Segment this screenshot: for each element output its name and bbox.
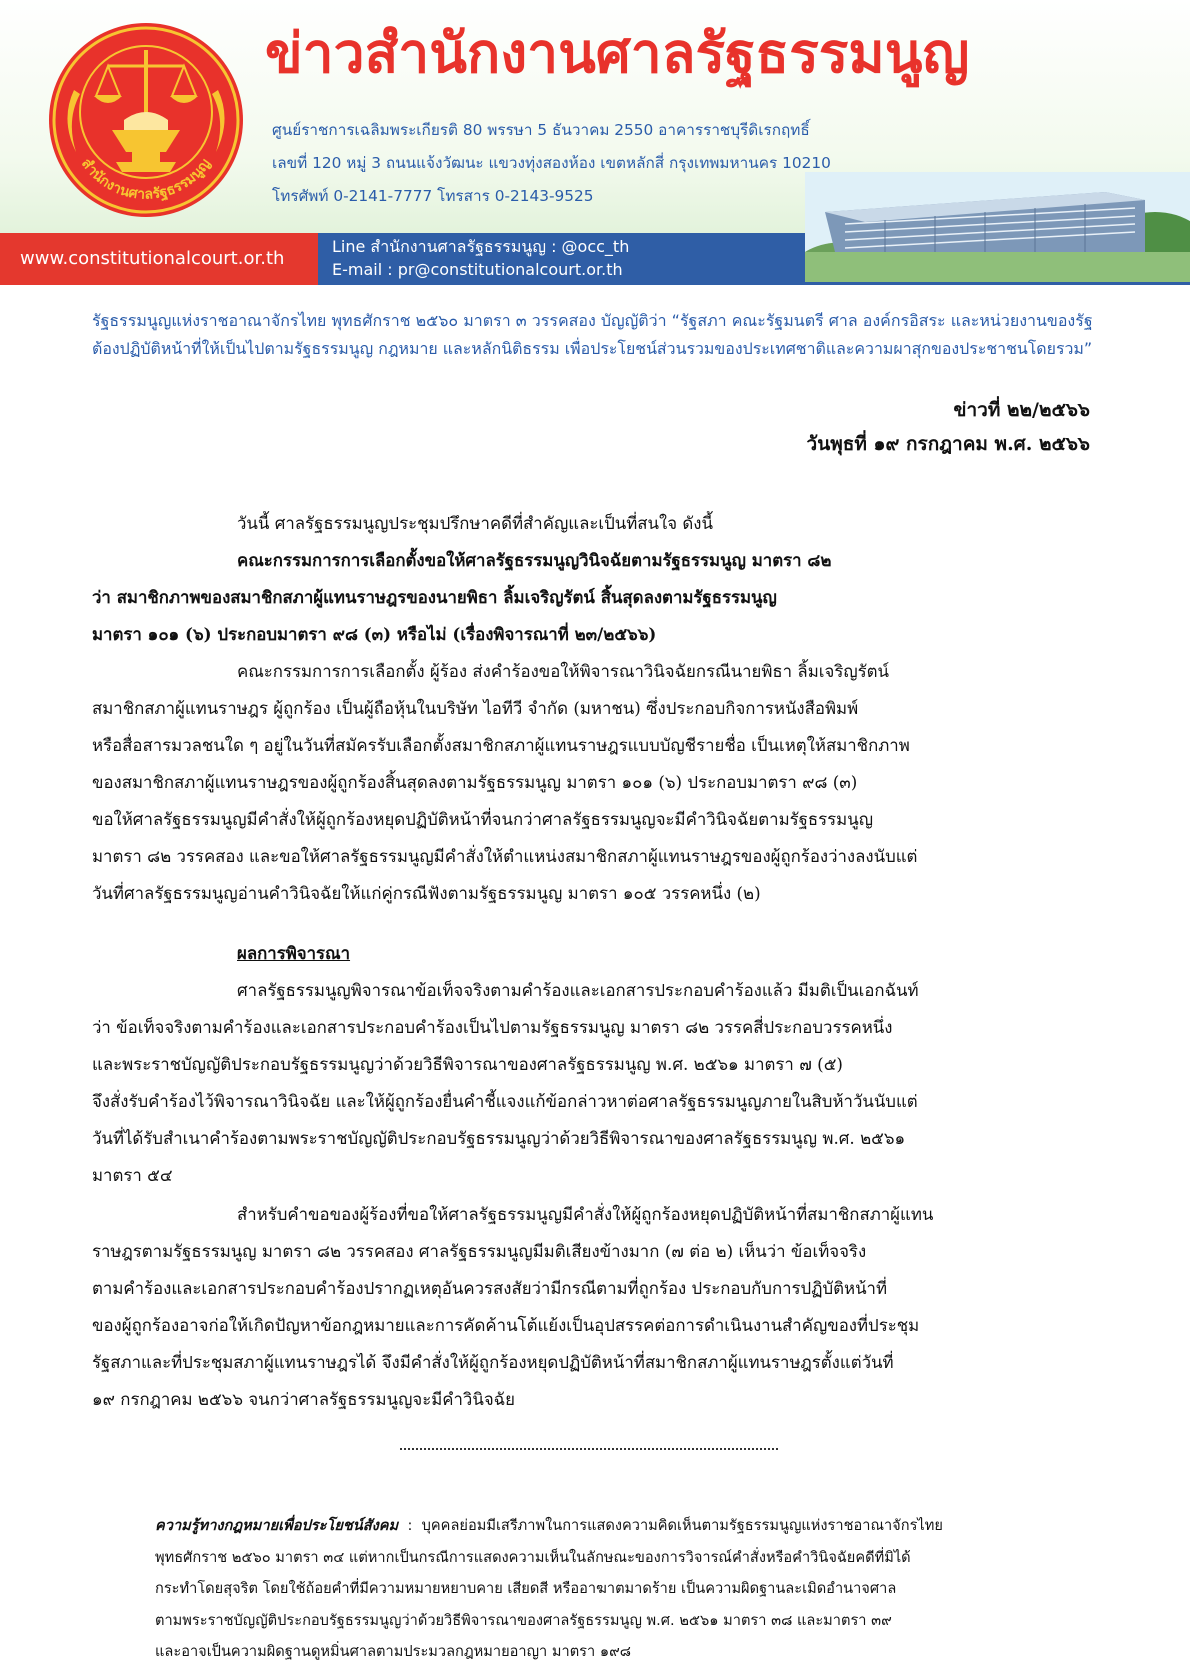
phone-fax-line: โทรศัพท์ 0-2141-7777 โทรสาร 0-2143-9525 bbox=[272, 187, 594, 205]
dotted-divider bbox=[400, 1448, 778, 1450]
note-heading: ความรู้ทางกฎหมายเพื่อประโยชน์สังคม bbox=[155, 1517, 399, 1534]
website-link[interactable]: www.constitutionalcourt.or.th bbox=[0, 233, 318, 285]
case-title-line: ว่า สมาชิกภาพของสมาชิกสภาผู้แทนราษฎรของนายพิธา ลิ้มเจริญรัตน์ สิ้นสุดลงตามรัฐธรรมนูญ bbox=[92, 587, 777, 607]
legal-knowledge-note bbox=[155, 1510, 1050, 1668]
news-date: วันพุธที่ ๑๙ กรกฎาคม พ.ศ. ๒๕๖๖ bbox=[806, 433, 1090, 455]
note-separator: : bbox=[398, 1517, 422, 1534]
body-line: ศาลรัฐธรรมนูญพิจารณาข้อเท็จจริงตามคำร้องและเอกสารประกอบคำร้องแล้ว มีมติเป็นเอกฉันท์ bbox=[237, 980, 919, 1000]
body-line: ว่า ข้อเท็จจริงตามคำร้องและเอกสารประกอบคำร้องเป็นไปตามรัฐธรรมนูญ มาตรา ๘๒ วรรคสี่ประกอบวรรคหนึ่ง bbox=[92, 1017, 893, 1037]
note-line: ตามพระราชบัญญัติประกอบรัฐธรรมนูญว่าด้วยวิธีพิจารณาของศาลรัฐธรรมนูญ พ.ศ. ๒๕๖๑ มาตรา ๓๘ และมาตรา ๓๙ bbox=[155, 1611, 892, 1629]
case-title-line: มาตรา ๑๐๑ (๖) ประกอบมาตรา ๙๘ (๓) หรือไม่ (เรื่องพิจารณาที่ ๒๓/๒๕๖๖) bbox=[92, 624, 657, 644]
newsletter-title: ข่าวสำนักงานศาลรัฐธรรมนูญ bbox=[265, 22, 970, 86]
body-line: ๑๙ กรกฎาคม ๒๕๖๖ จนกว่าศาลรัฐธรรมนูญจะมีคำวินิจฉัย bbox=[92, 1389, 515, 1409]
email-contact[interactable]: E-mail : pr@constitutionalcourt.or.th bbox=[332, 260, 623, 279]
body-line: ของผู้ถูกร้องอาจก่อให้เกิดปัญหาข้อกฎหมายและการคัดค้านโต้แย้งเป็นอุปสรรคต่อการดำเนินงานสำคัญของที่ประชุม bbox=[92, 1315, 920, 1335]
note-line: กระทำโดยสุจริต โดยใช้ถ้อยคำที่มีความหมายหยาบคาย เสียดสี หรืออาฆาตมาดร้าย เป็นความผิดฐานละเมิดอำนาจศาล bbox=[155, 1580, 897, 1597]
preamble-line: รัฐธรรมนูญแห่งราชอาณาจักรไทย พุทธศักราช ๒๕๖๐ มาตรา ๓ วรรคสอง บัญญัติว่า “รัฐสภา คณะรัฐมนตรี ศาล องค์กรอิสระ และหน่วยงานของรัฐ bbox=[92, 311, 1093, 330]
address-line-1: ศูนย์ราชการเฉลิมพระเกียรติ 80 พรรษา 5 ธันวาคม 2550 อาคารราชบุรีดิเรกฤทธิ์ bbox=[272, 121, 810, 139]
body-line: ตามคำร้องและเอกสารประกอบคำร้องปรากฏเหตุอันควรสงสัยว่ามีกรณีตามที่ถูกร้อง ประกอบกับการปฏิบัติหน้าที่ bbox=[92, 1278, 888, 1298]
address-line-2: เลขที่ 120 หมู่ 3 ถนนแจ้งวัฒนะ แขวงทุ่งสองห้อง เขตหลักสี่ กรุงเทพมหานคร 10210 bbox=[272, 154, 831, 172]
constitution-preamble bbox=[92, 307, 1102, 363]
body-line: สำหรับคำขอของผู้ร้องที่ขอให้ศาลรัฐธรรมนูญมีคำสั่งให้ผู้ถูกร้องหยุดปฏิบัติหน้าที่สมาชิกสภาผู้แทน bbox=[237, 1204, 934, 1224]
result-heading: ผลการพิจารณา bbox=[237, 943, 351, 963]
body-line: และพระราชบัญญัติประกอบรัฐธรรมนูญว่าด้วยวิธีพิจารณาของศาลรัฐธรรมนูญ พ.ศ. ๒๕๖๑ มาตรา ๗ (๕) bbox=[92, 1054, 843, 1074]
news-meta bbox=[807, 393, 1090, 461]
result-section bbox=[92, 935, 1102, 1194]
case-title-line: คณะกรรมการการเลือกตั้งขอให้ศาลรัฐธรรมนูญวินิจฉัยตามรัฐธรรมนูญ มาตรา ๘๒ bbox=[237, 550, 832, 570]
order-section bbox=[92, 1196, 1102, 1418]
preamble-line: ต้องปฏิบัติหน้าที่ให้เป็นไปตามรัฐธรรมนูญ กฎหมาย และหลักนิติธรรม เพื่อประโยชน์ส่วนรวมของประเทศชาติและความผาสุกของประชาชนโดยรวม” bbox=[92, 339, 1093, 358]
body-line: ราษฎรตามรัฐธรรมนูญ มาตรา ๘๒ วรรคสอง ศาลรัฐธรรมนูญมีมติเสียงข้างมาก (๗ ต่อ ๒) เห็นว่า ข้อเท็จจริง bbox=[92, 1241, 867, 1261]
line-contact: Line สำนักงานศาลรัฐธรรมนูญ : @occ_th bbox=[332, 237, 630, 256]
body-line: ขอให้ศาลรัฐธรรมนูญมีคำสั่งให้ผู้ถูกร้องหยุดปฏิบัติหน้าที่จนกว่าศาลรัฐธรรมนูญจะมีคำวินิจฉัยตามรัฐธรรมนูญ bbox=[92, 809, 874, 829]
body-line: หรือสื่อสารมวลชนใด ๆ อยู่ในวันที่สมัครรับเลือกตั้งสมาชิกสภาผู้แทนราษฎรแบบบัญชีรายชื่อ เป็นเหตุให้สมาชิกภาพ bbox=[92, 735, 910, 755]
body-line: จึงสั่งรับคำร้องไว้พิจารณาวินิจฉัย และให้ผู้ถูกร้องยื่นคำชี้แจงแก้ข้อกล่าวหาต่อศาลรัฐธรรมนูญภายในสิบห้าวันนับแต่ bbox=[92, 1091, 918, 1111]
court-building-illustration bbox=[805, 172, 1190, 282]
intro-section bbox=[92, 505, 1102, 912]
body-line: มาตรา ๘๒ วรรคสอง และขอให้ศาลรัฐธรรมนูญมีคำสั่งให้ตำแหน่งสมาชิกสภาผู้แทนราษฎรของผู้ถูกร้องว่างลงนับแต่ bbox=[92, 846, 918, 866]
body-line: รัฐสภาและที่ประชุมสภาผู้แทนราษฎรได้ จึงมีคำสั่งให้ผู้ถูกร้องหยุดปฏิบัติหน้าที่สมาชิกสภาผู้แทนราษฎรตั้งแต่วันที่ bbox=[92, 1352, 894, 1372]
court-seal-logo bbox=[46, 20, 246, 220]
body-line: ของสมาชิกสภาผู้แทนราษฎรของผู้ถูกร้องสิ้นสุดลงตามรัฐธรรมนูญ มาตรา ๑๐๑ (๖) ประกอบมาตรา ๙๘ (๓) bbox=[92, 772, 858, 792]
body-line: คณะกรรมการการเลือกตั้ง ผู้ร้อง ส่งคำร้องขอให้พิจารณาวินิจฉัยกรณีนายพิธา ลิ้มเจริญรัตน์ bbox=[237, 661, 890, 681]
letterhead bbox=[0, 0, 1190, 285]
note-line: บุคคลย่อมมีเสรีภาพในการแสดงความคิดเห็นตามรัฐธรรมนูญแห่งราชอาณาจักรไทย bbox=[421, 1517, 943, 1534]
body-line: สมาชิกสภาผู้แทนราษฎร ผู้ถูกร้อง เป็นผู้ถือหุ้นในบริษัท ไอทีวี จำกัด (มหาชน) ซึ่งประกอบกิจการหนังสือพิมพ์ bbox=[92, 698, 859, 718]
intro-text: วันนี้ ศาลรัฐธรรมนูญประชุมปรึกษาคดีที่สำคัญและเป็นที่สนใจ ดังนี้ bbox=[237, 513, 713, 533]
note-line: พุทธศักราช ๒๕๖๐ มาตรา ๓๔ แต่หากเป็นกรณีการแสดงความเห็นในลักษณะของการวิจารณ์คำสั่งหรือคำวินิจฉัยคดีที่มิได้ bbox=[155, 1548, 911, 1566]
body-line: มาตรา ๕๔ bbox=[92, 1165, 173, 1185]
seal-caption: สำนักงานศาลรัฐธรรมนูญ bbox=[78, 155, 214, 203]
news-number: ข่าวที่ ๒๒/๒๕๖๖ bbox=[953, 399, 1090, 421]
body-line: วันที่ได้รับสำเนาคำร้องตามพระราชบัญญัติประกอบรัฐธรรมนูญว่าด้วยวิธีพิจารณาของศาลรัฐธรรมนูญ พ.ศ. ๒๕๖๑ bbox=[92, 1128, 906, 1148]
note-line: และอาจเป็นความผิดฐานดูหมิ่นศาลตามประมวลกฎหมายอาญา มาตรา ๑๙๘ bbox=[155, 1643, 632, 1660]
body-line: วันที่ศาลรัฐธรรมนูญอ่านคำวินิจฉัยให้แก่คู่กรณีฟังตามรัฐธรรมนูญ มาตรา ๑๐๕ วรรคหนึ่ง (๒) bbox=[92, 883, 761, 903]
social-contacts bbox=[332, 235, 629, 281]
